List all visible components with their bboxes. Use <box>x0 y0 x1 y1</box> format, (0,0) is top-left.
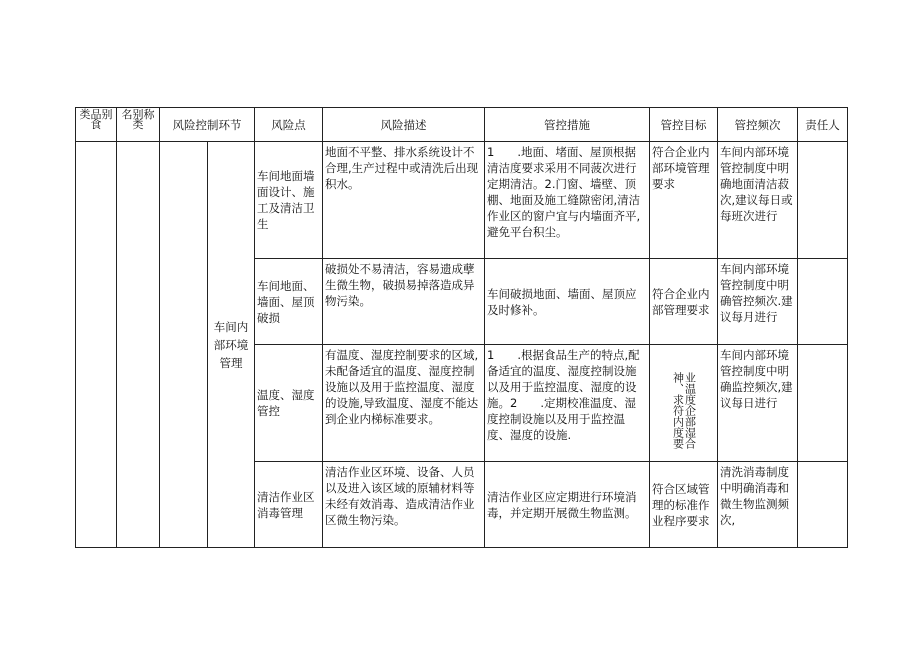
risk-point-cell: 车间地面、墙面、屋顶破损 <box>255 259 323 345</box>
sub-link-cell: 车间内部环境管理 <box>208 142 255 548</box>
target-cell: 符合区域管理的标准作业程序要求 <box>650 462 718 548</box>
target-vertical-text: 业温度企部湿合神、求符内度要 <box>671 371 697 449</box>
responsible-cell <box>798 259 848 345</box>
header-target: 管控目标 <box>650 108 718 142</box>
risk-control-table <box>75 107 848 548</box>
risk-desc-cell: 清洁作业区环境、设备、人员以及进入该区域的原辅材料等未经有效消毒、造成清洁作业区微生物污染。 <box>323 462 485 548</box>
header-risk-point: 风险点 <box>255 108 323 142</box>
measures-cell: 1 .地面、堵面、屋顶根据清洁度要求采用不同菠次进行定期清洁。2.门窗、墙壁、顶棚、地面及施工缝隙密闭,清洁作业区的窗户宜与内墙面齐平,避免平台积尘。 <box>485 142 650 259</box>
name-cell <box>117 142 160 548</box>
header-risk-desc: 风险描述 <box>323 108 485 142</box>
header-responsible: 责任人 <box>798 108 848 142</box>
risk-desc-cell: 有温度、湿度控制要求的区域,未配备适宜的温度、湿度控制设施以及用于监控温度、湿度的设施,导致温度、湿度不能达到企业内梯标准要求。 <box>323 345 485 462</box>
control-link-cell <box>160 142 208 548</box>
measures-cell: 车间破损地面、墙面、屋顶应及时修补。 <box>485 259 650 345</box>
header-category: 类品别食 <box>76 108 117 142</box>
responsible-cell <box>798 142 848 259</box>
header-name: 名别称类 <box>117 108 160 142</box>
responsible-cell <box>798 462 848 548</box>
header-measures: 管控措施 <box>485 108 650 142</box>
header-control-link: 风险控制环节 <box>160 108 255 142</box>
frequency-cell: 车间内部环境管控制度中明确管控频次.建议每月进行 <box>718 259 798 345</box>
category-cell <box>76 142 117 548</box>
risk-point-cell: 车间地面墙面设计、施工及清洁卫生 <box>255 142 323 259</box>
table-row <box>76 142 848 259</box>
risk-desc-cell: 地面不平整、排水系统设计不合理,生产过程中或清洗后出现积水。 <box>323 142 485 259</box>
target-cell: 符合企业内部环境管理要求 <box>650 142 718 259</box>
frequency-cell: 车间内部环境管控制度中明确监控频次,建议每日进行 <box>718 345 798 462</box>
responsible-cell <box>798 345 848 462</box>
measures-cell: 清洁作业区应定期进行环境消毒，并定期开展微生物监测。 <box>485 462 650 548</box>
measures-cell: 1 .根据食品生产的特点,配备适宜的温度、湿度控制设施以及用于监控温度、湿度的设施。2 .定期校准温度、湿度控制设施以及用于监控温度、湿度的设施. <box>485 345 650 462</box>
frequency-cell: 清洗消毒制度中明确消毒和微生物监测频次, <box>718 462 798 548</box>
risk-desc-cell: 破损处不易清洁，容易遗成孽生微生物，破损易掉落造成异物污染。 <box>323 259 485 345</box>
header-frequency: 管控频次 <box>718 108 798 142</box>
frequency-cell: 车间内部环境管控制度中明确地面清洁菽次,建议每日或每班次进行 <box>718 142 798 259</box>
header-row <box>76 108 848 142</box>
risk-point-cell: 温度、湿度管控 <box>255 345 323 462</box>
target-cell <box>650 345 718 462</box>
risk-point-cell: 清洁作业区消毒管理 <box>255 462 323 548</box>
target-cell: 符合企业内部管理要求 <box>650 259 718 345</box>
